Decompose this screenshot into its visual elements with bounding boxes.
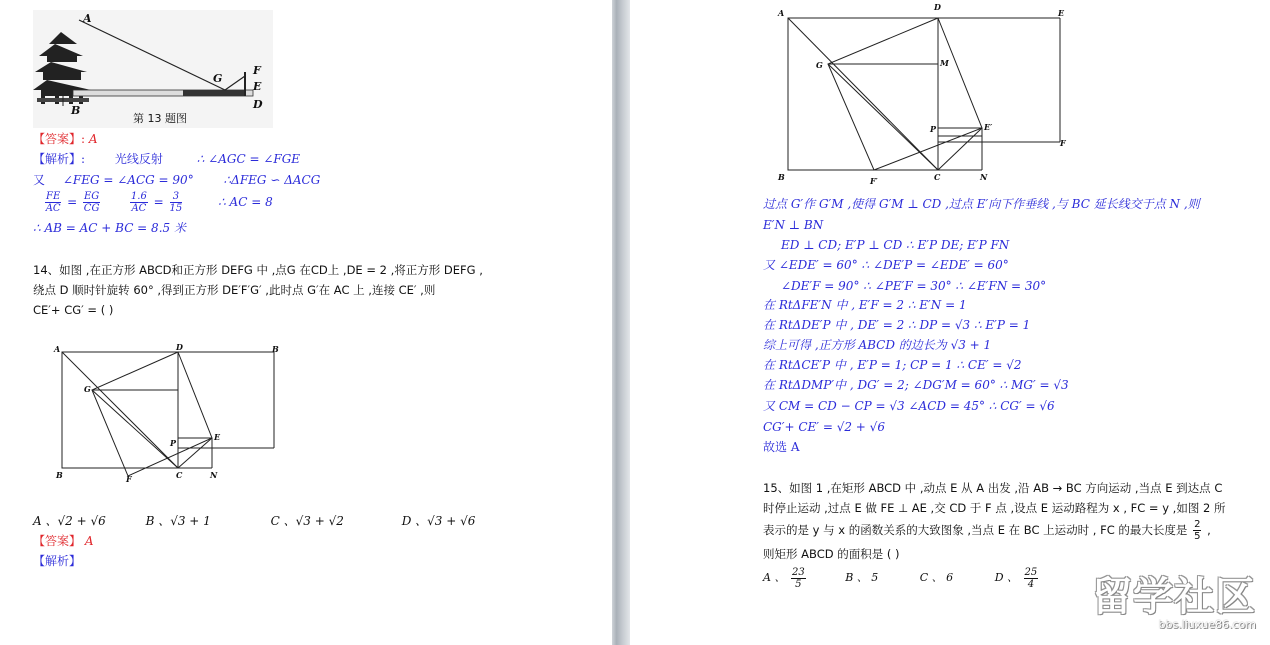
- figure-13-caption: 第 13 题图: [133, 112, 187, 125]
- option-15-b: B 、 5: [845, 571, 879, 584]
- answer-13: [33, 131, 98, 147]
- q15-line2: 时停止运动 ,过点 E 做 FE ⊥ AE ,交 CD 于 F 点 ,设点 E 运动路程为 x , FC = y ,如图 2 所: [763, 501, 1226, 515]
- option-14-b: B 、√3 + 1: [145, 514, 211, 528]
- answer-13-value: A: [88, 132, 98, 146]
- answer-14: [33, 533, 94, 549]
- rf-label-E: E: [1058, 8, 1065, 18]
- f14-label-C: C: [176, 470, 183, 480]
- frac4-num: 3: [170, 191, 183, 203]
- analysis-13-line3: [43, 188, 273, 216]
- f14-label-P: P: [170, 438, 177, 448]
- rf-label-D: D: [934, 2, 941, 12]
- step-9: 在 RtΔCE′P 中 , E′P = 1; CP = 1 ∴ CE′ = √2: [763, 358, 1022, 372]
- f14-label-N: N: [210, 470, 218, 480]
- f14-label-B: B: [56, 470, 63, 480]
- option-15-a-den: 5: [795, 578, 802, 590]
- label-D: D: [253, 98, 263, 111]
- answer-14-value: A: [84, 534, 94, 548]
- step-11: 又 CM = CD − CP = √3 ∠ACD = 45° ∴ CG′ = √6: [763, 399, 1055, 413]
- step-4: 又 ∠EDE′ = 60° ∴ ∠DE′P = ∠EDE′ = 60°: [763, 258, 1009, 272]
- f14-label-F: F: [126, 474, 132, 484]
- analysis-13-math1: ∴ ∠AGC = ∠FGE: [196, 152, 301, 166]
- site-watermark: [1092, 576, 1256, 631]
- option-15-a-prefix: A 、: [763, 571, 786, 584]
- rf-label-N: N: [980, 172, 988, 182]
- watermark-url: bbs.liuxue86.com: [1158, 618, 1256, 631]
- analysis-13-prefix: 【解析】:: [33, 152, 86, 166]
- step-3: ED ⊥ CD; E′P ⊥ CD ∴ E′P DE; E′P FN: [781, 238, 1010, 252]
- option-15-d-num: 25: [1024, 566, 1038, 578]
- step-1: 过点 G′作 G′M ,使得 G′M ⊥ CD ,过点 E′向下作垂线 ,与 BC 延长线交于点 N ,则: [763, 197, 1200, 211]
- q14-line1: 14、如图 ,在正方形 ABCD和正方形 DEFG 中 ,点G 在CD上 ,DE = 2 ,将正方形 DEFG ,: [33, 263, 483, 277]
- option-14-d: D 、√3 + √6: [401, 514, 476, 528]
- frac3-den: AC: [131, 203, 147, 214]
- rf-label-P: P: [930, 124, 937, 134]
- rf-label-M: M: [940, 58, 949, 68]
- f14-label-D: D: [176, 342, 183, 352]
- options-14: [33, 513, 475, 529]
- q15-line3-end: ,: [1207, 523, 1211, 537]
- analysis-13-l2-prefix: 又: [33, 173, 46, 187]
- analysis-13-line2: [33, 172, 320, 188]
- q15-line3: [763, 518, 1211, 542]
- step-12: CG′+ CE′ = √2 + √6: [763, 420, 885, 434]
- frac1-den: AC: [45, 203, 61, 214]
- frac4-den: 15: [169, 203, 183, 214]
- right-page: [630, 0, 1270, 645]
- figure-14-drawing: [52, 340, 282, 485]
- frac1-num: FE: [46, 191, 61, 202]
- step-6: 在 RtΔFE′N 中 , E′F = 2 ∴ E′N = 1: [763, 298, 967, 312]
- analysis-13-text: 光线反射: [114, 152, 163, 166]
- option-15-c: C 、 6: [919, 571, 954, 584]
- options-15: [763, 564, 1040, 592]
- label-G: G: [213, 72, 223, 85]
- rf-label-C: C: [934, 172, 941, 182]
- left-page: [0, 0, 612, 645]
- q15-frac-num: 2: [1194, 519, 1201, 530]
- page-divider: [612, 0, 630, 645]
- analysis-13-l3-result: ∴ AC = 8: [218, 195, 273, 209]
- figure-13: [33, 10, 273, 128]
- frac3-num: 1.6: [130, 191, 147, 202]
- q14-line2: 绕点 D 顺时针旋转 60° ,得到正方形 DE′F′G′ ,此时点 G′在 AC 上 ,连接 CE′ ,则: [33, 283, 436, 297]
- rf-label-A: A: [778, 8, 785, 18]
- analysis-13-l2-math1: ∠FEG = ∠ACG = 90°: [62, 173, 194, 187]
- eq-sign-2: =: [153, 195, 164, 209]
- figure-14: [52, 340, 282, 485]
- option-15-d-prefix: D 、: [994, 571, 1019, 584]
- rf-label-F: F: [1060, 138, 1066, 148]
- option-15-a-num: 23: [791, 566, 805, 578]
- f14-label-A: A: [54, 344, 61, 354]
- option-14-a: A 、√2 + √6: [33, 514, 106, 528]
- step-5: ∠DE′F = 90° ∴ ∠PE′F = 30° ∴ ∠E′FN = 30°: [781, 279, 1047, 293]
- option-14-c: C 、√3 + √2: [270, 514, 344, 528]
- option-15-d-den: 4: [1027, 578, 1035, 590]
- label-E: E: [253, 80, 262, 93]
- rf-label-F2: F′: [870, 176, 878, 186]
- step-13: 故选 A: [763, 440, 800, 454]
- rf-label-E2: E′: [984, 122, 993, 132]
- analysis-13-line1: [33, 151, 300, 167]
- analysis-13-line4: ∴ AB = AC + BC = 8.5 米: [33, 221, 186, 235]
- f14-label-E: E: [214, 432, 221, 442]
- q15-frac-den: 5: [1194, 531, 1201, 542]
- label-A: A: [83, 12, 92, 25]
- watermark-logo-text: 留学社区: [1092, 574, 1256, 620]
- figure-right: [770, 0, 1070, 186]
- f14-label-B2: B: [272, 344, 279, 354]
- frac2-den: CG: [83, 203, 100, 214]
- answer-13-bracket: 【答案】:: [33, 132, 86, 146]
- label-B: B: [71, 104, 81, 117]
- step-7: 在 RtΔDE′P 中 , DE′ = 2 ∴ DP = √3 ∴ E′P = 1: [763, 318, 1031, 332]
- f14-label-G: G: [84, 384, 91, 394]
- analysis-14: 【解析】: [33, 554, 82, 568]
- step-8: 综上可得 ,正方形 ABCD 的边长为 √3 + 1: [763, 338, 992, 352]
- rf-label-B: B: [778, 172, 785, 182]
- q14-line3: CE′+ CG′ = ( ): [33, 303, 114, 317]
- frac2-num: EG: [83, 191, 100, 202]
- step-10: 在 RtΔDMP′中 , DG′ = 2; ∠DG′M = 60° ∴ MG′ = √3: [763, 378, 1069, 392]
- step-2: E′N ⊥ BN: [763, 218, 824, 232]
- answer-14-bracket: 【答案】: [33, 534, 82, 548]
- figure-right-drawing: [770, 0, 1070, 186]
- rf-label-G: G: [816, 60, 823, 70]
- eq-sign: =: [67, 195, 78, 209]
- q15-line3-text: 表示的是 y 与 x 的函数关系的大致图象 ,当点 E 在 BC 上运动时 , FC 的最大长度是: [763, 523, 1188, 537]
- q15-line1: 15、如图 1 ,在矩形 ABCD 中 ,动点 E 从 A 出发 ,沿 AB → BC 方向运动 ,当点 E 到达点 C: [763, 481, 1223, 495]
- analysis-13-l2-math2: ∴ΔFEG ∽ ΔACG: [223, 173, 321, 187]
- label-F: F: [253, 64, 261, 77]
- q15-line4: 则矩形 ABCD 的面积是 ( ): [763, 547, 900, 561]
